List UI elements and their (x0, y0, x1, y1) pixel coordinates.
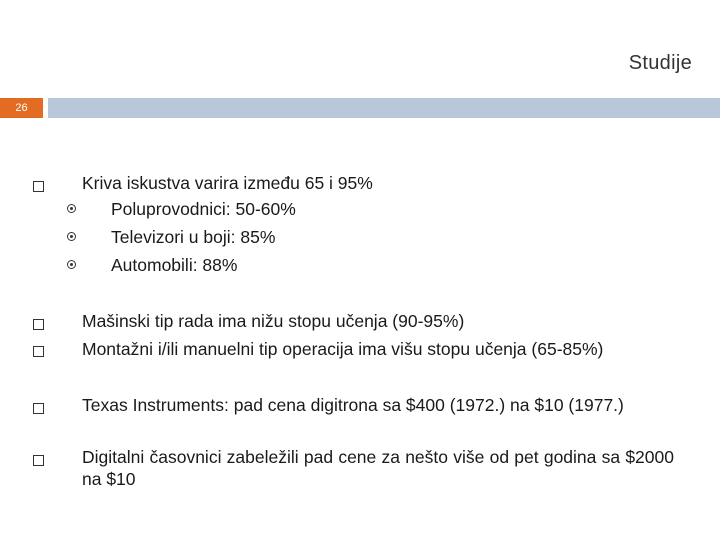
square-bullet-icon (33, 346, 44, 357)
slide-number-badge (0, 98, 43, 118)
circle-bullet-icon (67, 204, 76, 213)
slide-title: Studije (628, 52, 692, 74)
bullet-text: Montažni i/ili manuelni tip operacija ima višu stopu učenja (65-85%) (82, 339, 604, 359)
bullet-text: Texas Instruments: pad cena digitrona sa $400 (1972.) na $10 (1977.) (82, 395, 624, 415)
bullet-text: Mašinski tip rada ima nižu stopu učenja (90-95%) (82, 311, 465, 331)
square-bullet-icon (33, 455, 44, 466)
sub-bullet-text: Poluprovodnici: 50-60% (111, 199, 296, 219)
circle-bullet-icon (67, 260, 76, 269)
header-bar (48, 98, 720, 118)
sub-bullet-text: Televizori u boji: 85% (111, 227, 276, 247)
sub-bullet-text: Automobili: 88% (111, 255, 238, 275)
bullet-text: Kriva iskustva varira između 65 i 95% (82, 173, 373, 193)
bullet-text: Digitalni časovnici zabeležili pad cene za nešto više od pet godina sa $2000 na $10 (82, 447, 674, 489)
slide-number: 26 (15, 102, 28, 114)
square-bullet-icon (33, 403, 44, 414)
square-bullet-icon (33, 181, 44, 192)
square-bullet-icon (33, 319, 44, 330)
circle-bullet-icon (67, 232, 76, 241)
